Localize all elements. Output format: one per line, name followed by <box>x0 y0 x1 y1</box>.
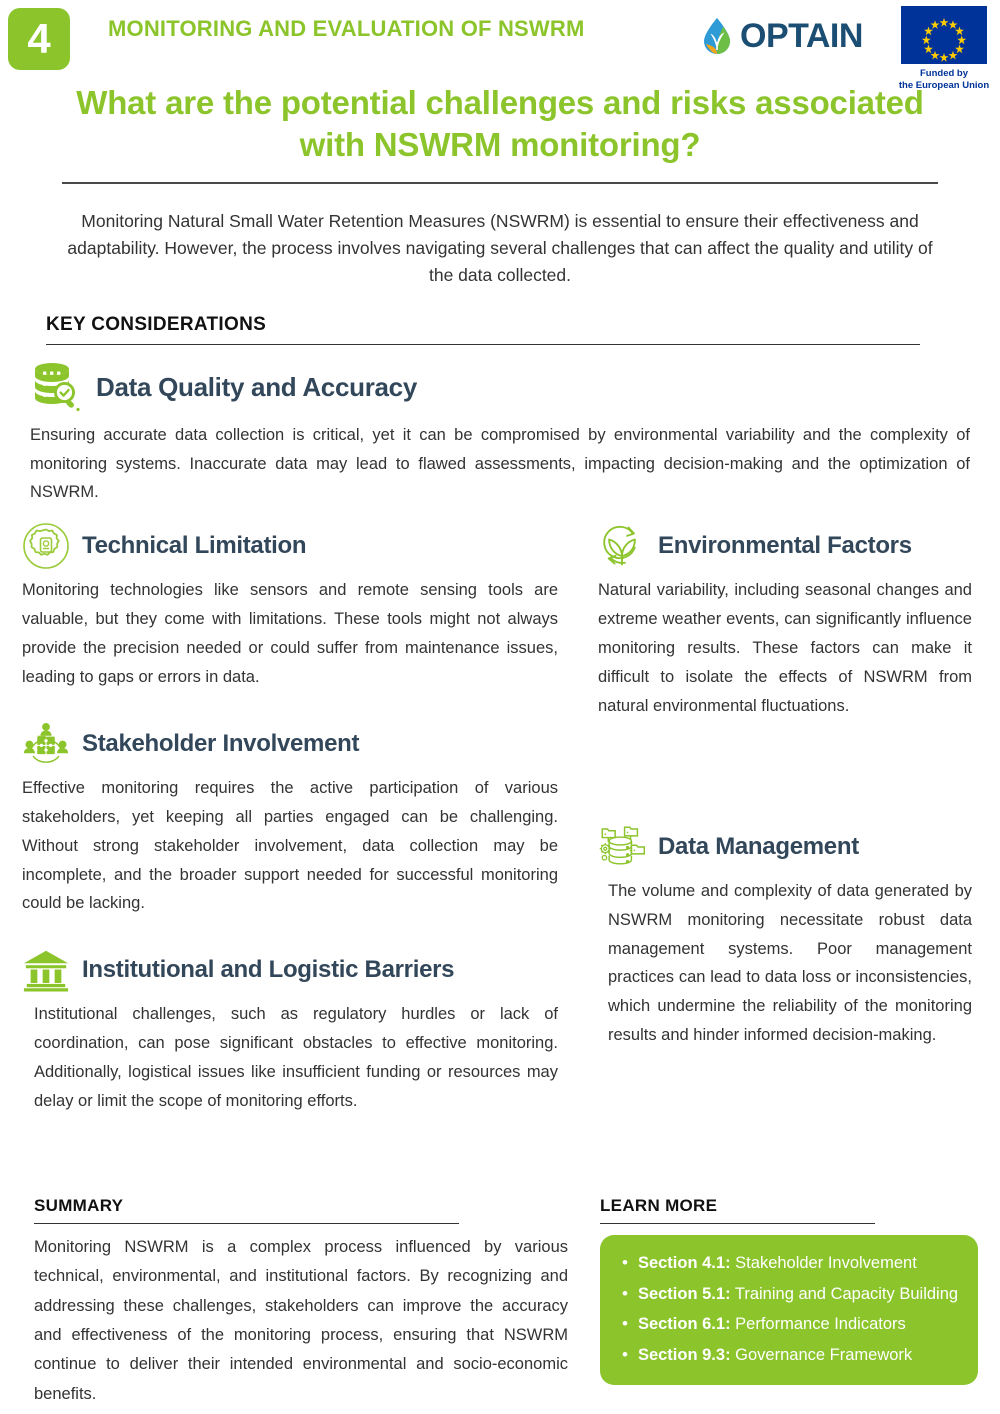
learn-more-item-text: Performance Indicators <box>735 1315 906 1334</box>
learn-more-section-label: Section 6.1: <box>637 1315 731 1334</box>
eu-funded-line1: Funded by <box>919 68 969 79</box>
eu-funded-line2: the European Union <box>898 79 990 91</box>
learn-more-section-label: Section 4.1: <box>637 1254 731 1272</box>
intro-paragraph: Monitoring Natural Small Water Retention Measures (NSWRM) is essential to ensure their effectiveness and adaptability. However, the process involves navigating several challenges that can affect the quality and utility of the data collected. <box>67 211 933 285</box>
block-stakeholder-involvement <box>22 720 558 918</box>
block-data-quality-body: Ensuring accurate data collection is critical, yet it can be compromised by environmental variability and the complexity of monitoring systems. Inaccurate data may lead to flawed assessments, impacting decision-making and the optimization of NSWRM. <box>30 426 970 501</box>
learn-more-item-text: Governance Framework <box>735 1345 913 1364</box>
learn-more-section <box>600 1196 1000 1409</box>
list-item[interactable] <box>622 1309 960 1340</box>
institution-building-icon <box>22 946 70 994</box>
key-considerations-heading: KEY CONSIDERATIONS <box>46 314 267 336</box>
database-search-icon <box>30 361 82 413</box>
database-folders-gear-icon <box>598 823 646 871</box>
key-considerations-divider <box>46 344 920 345</box>
block-institutional-barriers-body: Institutional challenges, such as regulatory hurdles or lack of coordination, can pose significant obstacles to effective monitoring. Additionally, logistical issues like insufficient funding or resources may delay or limit the scope of monitoring efforts. <box>34 1005 558 1110</box>
people-puzzle-icon <box>22 720 70 768</box>
list-item[interactable] <box>622 1340 960 1371</box>
eu-flag-icon <box>901 6 987 64</box>
block-technical-limitation-title: Technical Limitation <box>82 532 307 560</box>
block-data-quality <box>30 361 970 506</box>
eu-funding-block <box>898 6 990 92</box>
summary-section <box>0 1196 600 1409</box>
title-divider <box>62 182 938 184</box>
learn-more-box <box>600 1235 978 1385</box>
optain-wordmark: OPTAIN <box>740 16 863 55</box>
learn-more-heading: LEARN MORE <box>600 1196 718 1215</box>
learn-more-item-text: Training and Capacity Building <box>734 1284 959 1303</box>
block-institutional-barriers <box>22 946 558 1116</box>
bullet-icon: • <box>622 1283 628 1303</box>
block-data-management-body: The volume and complexity of data generated by NSWRM monitoring necessitate robust data management systems. Poor management practices can lead to data loss or inconsistencies, which undermine the reliability of the monitoring results and hinder informed decision-making. <box>608 881 972 1045</box>
bullet-icon: • <box>622 1344 628 1364</box>
block-institutional-barriers-head <box>22 946 558 994</box>
summary-divider <box>34 1223 459 1224</box>
list-item[interactable] <box>622 1279 960 1310</box>
eu-funded-text <box>898 68 990 92</box>
summary-heading: SUMMARY <box>34 1196 124 1215</box>
left-column <box>0 522 580 1133</box>
block-environmental-factors-title: Environmental Factors <box>658 532 912 560</box>
optain-logo <box>700 16 863 56</box>
optain-droplet-icon <box>700 16 734 56</box>
block-environmental-factors-head <box>598 522 972 570</box>
learn-more-section-label: Section 9.3: <box>637 1345 731 1364</box>
block-data-quality-title: Data Quality and Accuracy <box>96 371 417 402</box>
block-stakeholder-involvement-title: Stakeholder Involvement <box>82 729 360 757</box>
right-column <box>580 522 1000 1133</box>
summary-body: Monitoring NSWRM is a complex process influenced by various technical, environmental, and institutional factors. By recognizing and addressing these challenges, stakeholders can improve the accuracy and effectiveness of the monitoring process, ensuring that NSWRM continue to deliver their intended environmental and socio-economic benefits. <box>34 1238 568 1403</box>
block-data-management-title: Data Management <box>658 832 859 860</box>
page-title: What are the potential challenges and risks associated with NSWRM monitoring? <box>76 84 924 164</box>
section-label: MONITORING AND EVALUATION OF NSWRM <box>108 16 585 41</box>
bullet-icon: • <box>622 1314 628 1334</box>
block-stakeholder-involvement-head <box>22 720 558 768</box>
block-institutional-barriers-title: Institutional and Logistic Barriers <box>82 956 455 984</box>
block-data-management-head <box>598 823 972 871</box>
learn-more-item-text: Stakeholder Involvement <box>735 1254 917 1272</box>
block-technical-limitation-body: Monitoring technologies like sensors and remote sensing tools are valuable, but they come with limitations. These tools might not always provide the precision needed or could suffer from maintenance issues, leading to gaps or errors in data. <box>22 581 558 686</box>
page-header <box>0 0 1000 91</box>
learn-more-section-label: Section 5.1: <box>637 1284 731 1303</box>
section-number-badge: 4 <box>8 8 70 70</box>
block-data-quality-head <box>30 361 970 413</box>
block-stakeholder-involvement-body: Effective monitoring requires the active participation of various stakeholders, yet keeping all parties engaged can be challenging. Without strong stakeholder involvement, data collection may be incomplete, and the broader support needed for successful monitoring could be lacking. <box>22 778 558 913</box>
learn-more-divider <box>600 1223 875 1224</box>
block-technical-limitation <box>22 522 558 692</box>
footer-area <box>0 1196 1000 1409</box>
block-environmental-factors <box>598 522 972 720</box>
bullet-icon: • <box>622 1253 628 1272</box>
block-environmental-factors-body: Natural variability, including seasonal changes and extreme weather events, can significantly influence monitoring results. These factors can make it difficult to isolate the effects of NSWRM from natural environmental fluctuations. <box>598 581 972 715</box>
block-data-management <box>598 823 972 1050</box>
gear-circle-icon <box>22 522 70 570</box>
list-item[interactable] <box>622 1248 960 1279</box>
content-columns <box>0 522 1000 1133</box>
leaf-recycle-icon <box>598 522 646 570</box>
block-technical-limitation-head <box>22 522 558 570</box>
